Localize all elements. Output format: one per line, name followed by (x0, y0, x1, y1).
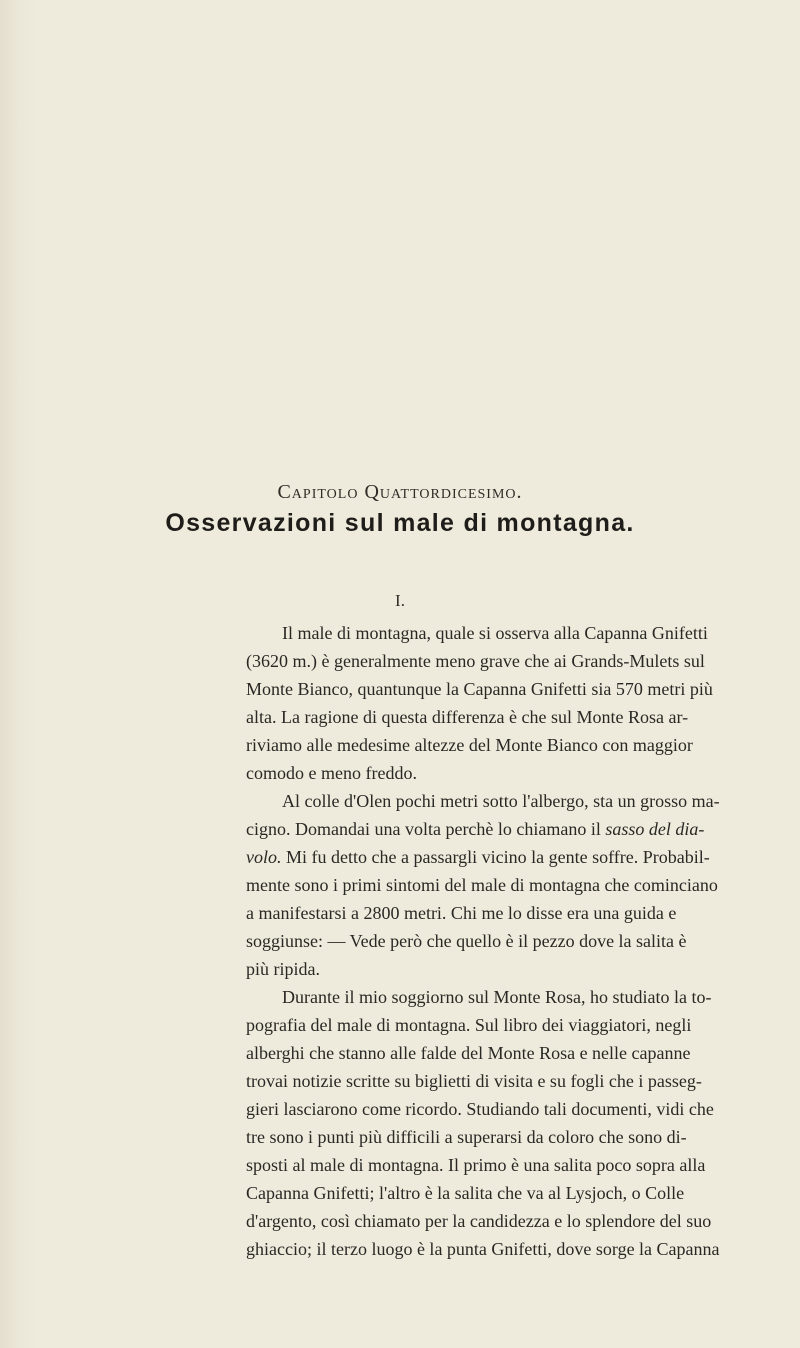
text-line: sposti al male di montagna. Il primo è una salita poco sopra alla (246, 1155, 706, 1175)
text-line: riviamo alle medesime altezze del Monte Bianco con maggior (246, 735, 693, 755)
text-line: ghiaccio; il terzo luogo è la punta Gnifetti, dove sorge la Capanna (246, 1239, 720, 1259)
section-number: I. (395, 591, 405, 610)
text-line: trovai notizie scritte su biglietti di visita e su fogli che i passeg- (246, 1071, 702, 1091)
text-line: pografia del male di montagna. Sul libro dei viaggiatori, negli (246, 1015, 692, 1035)
italic-phrase: volo. (246, 847, 282, 867)
text-line: Al colle d'Olen pochi metri sotto l'albergo, sta un grosso ma- (282, 791, 720, 811)
text-line: mente sono i primi sintomi del male di montagna che cominciano (246, 875, 718, 895)
text-line: (3620 m.) è generalmente meno grave che ai Grands-Mulets sul (246, 651, 705, 671)
text-line: alta. La ragione di questa differenza è che sul Monte Rosa ar- (246, 707, 689, 727)
text-line: soggiunse: — Vede però che quello è il pezzo dove la salita è (246, 931, 687, 951)
text-line: Durante il mio soggiorno sul Monte Rosa, ho studiato la to- (282, 987, 712, 1007)
text-line: più ripida. (246, 959, 320, 979)
text-line: cigno. Domandai una volta perchè lo chiamano il sasso del dia- (246, 819, 705, 839)
text-line: Il male di montagna, quale si osserva alla Capanna Gnifetti (282, 623, 708, 643)
chapter-title: Osservazioni sul male di montagna. (165, 509, 635, 537)
text-line: tre sono i punti più difficili a superarsi da coloro che sono di- (246, 1127, 687, 1147)
text-line: gieri lasciarono come ricordo. Studiando tali documenti, vidi che (246, 1099, 714, 1119)
text-line: d'argento, così chiamato per la candidezza e lo splendore del suo (246, 1211, 712, 1231)
chapter-label: Capitolo Quattordicesimo. (277, 481, 523, 503)
text-line: a manifestarsi a 2800 metri. Chi me lo disse era una guida e (246, 903, 677, 923)
text-line: comodo e meno freddo. (246, 763, 417, 783)
italic-phrase: sasso del dia- (605, 819, 705, 839)
text-line: Monte Bianco, quantunque la Capanna Gnifetti sia 570 metri più (246, 679, 713, 699)
text-line: volo. Mi fu detto che a passargli vicino la gente soffre. Probabil- (246, 847, 710, 867)
text-line: alberghi che stanno alle falde del Monte Rosa e nelle capanne (246, 1043, 691, 1063)
text-line: Capanna Gnifetti; l'altro è la salita che va al Lysjoch, o Colle (246, 1183, 685, 1203)
